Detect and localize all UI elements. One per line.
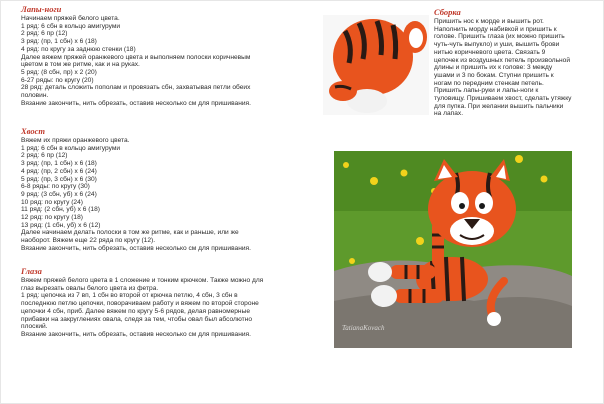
- legs-instructions: [21, 15, 251, 107]
- assembly-heading: Сборка: [434, 7, 461, 17]
- instruction-line: 9 ряд: (3 сбн, уб) х 6 (24): [21, 190, 97, 198]
- instruction-line: половин.: [21, 92, 49, 100]
- instruction-line: для пупка. При желании вышить пальчики: [434, 102, 564, 110]
- instruction-line: плоский.: [21, 323, 48, 331]
- tail-instructions: [21, 137, 251, 253]
- photo-watermark: TatianaKovach: [342, 324, 385, 332]
- instruction-line: 3 ряд: (пр, 1 сбн) х 6 (18): [21, 38, 97, 46]
- instruction-line: 12 ряд: по кругу (18): [21, 214, 83, 222]
- instruction-line: 4 ряд: по кругу за заднюю стенки (18): [21, 45, 136, 53]
- instruction-line: голове. Пришить глаза (их можно пришить: [434, 33, 565, 41]
- instruction-line: 28 ряд: деталь сложить пополам и провязать сбн, захватывая петли обеих: [21, 84, 251, 92]
- instruction-line: на лапах.: [434, 110, 464, 118]
- instruction-line: Начинаем пряжей белого цвета.: [21, 15, 120, 22]
- eyes-instructions: [21, 277, 263, 339]
- instruction-line: 6-8 ряды: по кругу (30): [21, 183, 90, 191]
- instruction-line: Вязание закончить, нить обрезать, оставив несколько см для пришивания.: [21, 99, 251, 107]
- instruction-line: 5 ряд: (пр, 3 сбн) х 6 (30): [21, 175, 97, 183]
- instruction-line: цепочки 4 сбн, приб. Далее вяжем по кругу 5-6 рядов, делая равномерные: [21, 307, 250, 315]
- instruction-line: последнюю петлю цепочки, поворачиваем работу и вяжем по второй стороне: [21, 300, 259, 308]
- tiger-head-photo: [323, 15, 429, 115]
- instruction-line: чуть-чуть выпукло) и уши, вышить брови: [434, 41, 560, 49]
- instruction-line: Далее вяжем пряжей оранжевого цвета и выполняем полоски коричневым: [21, 53, 251, 61]
- instruction-line: ушами и 3 по бокам. Ступни пришить к: [434, 71, 554, 79]
- instruction-line: 10 ряд: по кругу (24): [21, 198, 83, 206]
- instruction-line: 4 ряд: (пр, 2 сбн) х 6 (24): [21, 167, 97, 175]
- instruction-line: цепочек из воздушных петель произвольной: [434, 56, 571, 64]
- instruction-line: нитью коричневого цвета. Связать 9: [434, 48, 546, 56]
- instruction-line: 5 ряд: (8 сбн, пр) х 2 (20): [21, 68, 97, 76]
- instruction-line: Далее начинаем делать полоски в том же ритме, как и раньше, или же: [21, 229, 239, 237]
- instruction-line: Пришить лапы-руки и лапы-ноги к: [434, 87, 539, 95]
- instruction-line: Вяжем пряжей белого цвета в 1 сложение и тонким крючком. Также можно для: [21, 277, 264, 284]
- instruction-line: цветом в том же ритме, как и на руках.: [21, 61, 140, 69]
- assembly-instructions: [434, 18, 571, 118]
- instruction-line: длины и пришить их к голове: 3 между: [434, 64, 553, 72]
- instruction-line: 3 ряд: (пр, 1 сбн) х 6 (18): [21, 160, 97, 168]
- instruction-line: 13 ряд: (1 сбн, уб) х 6 (12): [21, 221, 101, 229]
- tail-heading: Хвост: [21, 126, 45, 136]
- instruction-line: 2 ряд: 6 пр (12): [21, 30, 68, 38]
- instruction-line: Пришить нос к морде и вышить рот.: [434, 18, 544, 25]
- instruction-line: 1 ряд: 6 сбн в кольцо амигуруми: [21, 144, 121, 152]
- instruction-line: глаз вырезать овалы белого цвета из фетра.: [21, 284, 159, 292]
- eyes-heading: Глаза: [21, 266, 42, 276]
- instruction-line: 1 ряд: цепочка из 7 вп, 1 сбн во второй от крючка петлю, 4 сбн, 3 сбн в: [21, 292, 238, 300]
- instruction-line: Вязание закончить, нить обрезать, оставив несколько см для пришивания.: [21, 330, 251, 338]
- instruction-line: 1 ряд: 6 сбн в кольцо амигуруми: [21, 22, 121, 30]
- instruction-line: 11 ряд: (2 сбн, уб) х 6 (18): [21, 206, 100, 214]
- legs-heading: Лапы-ноги: [21, 4, 62, 14]
- instruction-line: 6-27 ряды: по кругу (20): [21, 76, 94, 84]
- tiger-toy-photo: [334, 151, 572, 348]
- instruction-line: 2 ряд: 6 пр (12): [21, 152, 68, 160]
- instruction-line: наоборот. Вяжем еще 22 ряда по кругу (12).: [21, 237, 156, 245]
- instruction-line: Вязание закончить, нить обрезать, оставив несколько см для пришивания.: [21, 244, 251, 252]
- instruction-line: Наполнить морду набивкой и пришить к: [434, 25, 557, 33]
- instruction-line: туловищу. Пришиваем хвост, сделать утяжку: [434, 95, 572, 103]
- instruction-line: Вяжем их пряжи оранжевого цвета.: [21, 137, 130, 144]
- instruction-line: ногам по передним стенкам петель.: [434, 79, 544, 87]
- instruction-line: прибавки на закруглениях овала, следя за тем, чтобы овал был абсолютно: [21, 315, 252, 323]
